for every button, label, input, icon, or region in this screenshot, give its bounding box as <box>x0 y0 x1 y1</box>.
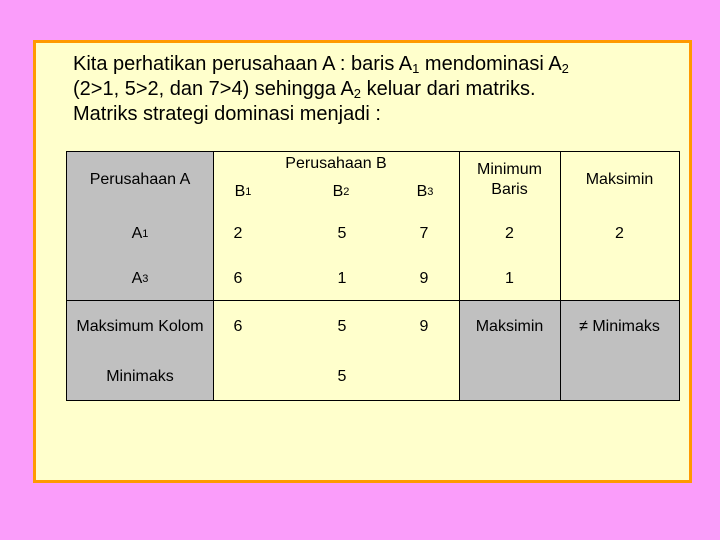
row-label-a1: A 1 <box>131 225 149 242</box>
matrix-value: 7 <box>419 225 429 242</box>
strategy-matrix-table <box>66 151 680 401</box>
maksimum-kolom-value: 5 <box>337 318 347 335</box>
column-header-b1: B 1 <box>234 183 252 200</box>
row-header-title: Perusahaan A <box>89 171 191 188</box>
matrix-value: 9 <box>419 270 429 287</box>
minimum-baris-header: Minimum Baris <box>477 161 542 198</box>
grid-line <box>67 300 679 301</box>
column-header-b3: B 3 <box>416 183 434 200</box>
min-baris-value: 2 <box>505 225 514 242</box>
maksimum-kolom-label: Maksimum Kolom <box>76 318 204 335</box>
intro-text <box>73 52 683 127</box>
intro-line-3: Matriks strategi dominasi menjadi : <box>73 103 381 125</box>
slide <box>33 40 692 483</box>
column-header-b2: B 2 <box>332 183 350 200</box>
min-baris-value: 1 <box>505 270 514 287</box>
matrix-value: 1 <box>337 270 347 287</box>
row-label-a3: A 3 <box>131 270 149 287</box>
maksimin-value: 2 <box>615 225 624 242</box>
intro-line-1: Kita perhatikan perusahaan A : baris $A_1$ mendominasi $A_2$ <box>73 53 569 76</box>
matrix-value: 6 <box>233 270 243 287</box>
matrix-value: 5 <box>337 225 347 242</box>
matrix-value: 2 <box>233 225 243 242</box>
column-group-title: Perusahaan B <box>285 155 387 172</box>
minimaks-value: 5 <box>337 368 347 385</box>
maksimin-header: Maksimin <box>585 171 654 188</box>
maksimum-kolom-value: 6 <box>233 318 243 335</box>
intro-line-2: (2>1, 5>2, dan 7>4) sehingga $A_2$ keluar dari matriks. <box>73 78 536 101</box>
maksimin-label: Maksimin <box>475 318 544 335</box>
maksimum-kolom-value: 9 <box>419 318 429 335</box>
not-equal-minimaks-label: ≠ Minimaks <box>579 318 660 335</box>
minimaks-label: Minimaks <box>106 368 174 385</box>
